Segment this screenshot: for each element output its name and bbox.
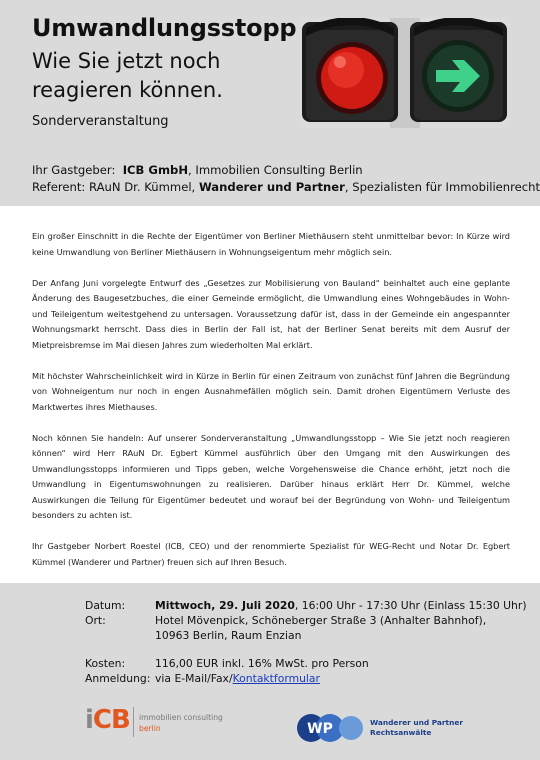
cost-label: Kosten: [85, 657, 126, 670]
wp-logo-line-2: Rechtsanwälte [370, 728, 432, 737]
event-subtitle: Wie Sie jetzt noch reagieren können. [32, 49, 223, 102]
time-value: , 16:00 Uhr - 17:30 Uhr (Einlass 15:30 Uhr) [294, 599, 527, 612]
icb-logo [85, 703, 225, 743]
speaker-name: RAuN Dr. Kümmel, [89, 180, 196, 194]
host-desc: , Immobilien Consulting Berlin [188, 163, 363, 177]
paragraph: Noch können Sie handeln: Auf unserer Sonderveranstaltung „Umwandlungsstopp – Wie Sie jetzt noch reagieren können“ wird Herr RAuN Dr. Egbert Kümmel ausführlich über den Umgang mit den Auswirkungen des Umwandlungsstopps informieren und Tipps geben, welche Vorgehensweise die Chance erhöht, jetzt noch die Umwandlung in Eigentumswohnungen zu realisieren. Darüber hinaus erklärt Herr Dr. Kümmel, welche Auswirkungen die Teilung für Eigentümer bedeutet und worauf bei der Begründung von Wohn- und Teileigentum besonders zu achten ist. [32, 432, 510, 520]
paragraph: Ein großer Einschnitt in die Rechte der Eigentümer von Berliner Miethäusern steht unmittelbar bevor: In Kürze wird keine Umwandlung von Berliner Miethäusern in Wohnungseigentum mehr möglich sein. [32, 231, 510, 257]
host-label: Ihr Gastgeber: [32, 163, 116, 177]
place-line-1: Hotel Mövenpick, Schöneberger Straße 3 (Anhalter Bahnhof), [155, 614, 487, 627]
event-description [32, 229, 510, 586]
cost-row [85, 657, 369, 670]
speaker-firm: Wanderer und Partner [198, 180, 345, 194]
date-label: Datum: [85, 599, 126, 612]
icb-logo-line-1: immobilien consulting [139, 713, 223, 722]
place-line-2: 10963 Berlin, Raum Enzian [155, 629, 302, 642]
traffic-light-icon [300, 18, 509, 128]
header-panel [0, 0, 540, 206]
logo-divider [133, 707, 134, 737]
paragraph: Mit höchster Wahrscheinlichkeit wird in Kürze in Berlin für einen Zeitraum von zunächst fünf Jahren die Begründung von Wohneigentum nur noch in engen Ausnahmefällen möglich sein. Damit drohen Eigentümern Verluste des Marktwertes ihres Miethauses. [32, 370, 510, 412]
host-line [32, 163, 363, 177]
place-row-2 [85, 629, 301, 642]
icb-logo-line-2: berlin [139, 724, 161, 733]
date-value: Mittwoch, 29. Juli 2020 [155, 599, 295, 612]
icb-logo-mark: iCB [85, 705, 130, 735]
place-label: Ort: [85, 614, 106, 627]
wp-logo-icon [296, 713, 366, 743]
speaker-label: Referent: [32, 180, 86, 194]
event-title: Umwandlungsstopp [32, 14, 297, 42]
event-kind: Sonderveranstaltung [32, 114, 169, 129]
place-row [85, 614, 486, 627]
signup-row [85, 672, 320, 685]
paragraph: Der Anfang Juni vorgelegte Entwurf des „Gesetzes zur Mobilisierung von Bauland“ beinhaltet auch eine geplante Änderung des Baugesetzbuches, die einer Gemeinde ermöglicht, die Umwandlung eines Wohngebäudes in Wohn- und Teileigentum weitestgehend zu untersagen. Voraussetzung dafür ist, dass in der Gemeinde ein angespannter Wohnungsmarkt herrscht. Dass dies in Berlin der Fall ist, hat der Berliner Senat bereits mit dem Ausruf der Mietpreisbremse im Mai diesen Jahres zum wiederholten Mal erklärt. [32, 277, 510, 350]
speaker-line [32, 180, 540, 194]
wp-logo-mark: WP [307, 721, 333, 737]
cost-value: 116,00 EUR inkl. 16% MwSt. pro Person [155, 657, 369, 670]
host-name: ICB GmbH [122, 163, 189, 177]
wanderer-partner-logo [296, 713, 496, 743]
speaker-desc: , Spezialisten für Immobilienrecht [344, 180, 540, 194]
signup-prefix: via E-Mail/Fax/ [155, 672, 233, 685]
date-row [85, 599, 527, 612]
contact-form-link[interactable]: Kontaktformular [232, 672, 320, 685]
paragraph: Ihr Gastgeber Norbert Roestel (ICB, CEO) und der renommierte Spezialist für WEG-Recht und Notar Dr. Egbert Kümmel (Wanderer und Partner) freuen sich auf Ihren Besuch. [32, 541, 510, 567]
signup-label: Anmeldung: [85, 672, 151, 685]
traffic-light-photo [300, 18, 509, 128]
wp-logo-line-1: Wanderer und Partner [370, 718, 464, 727]
